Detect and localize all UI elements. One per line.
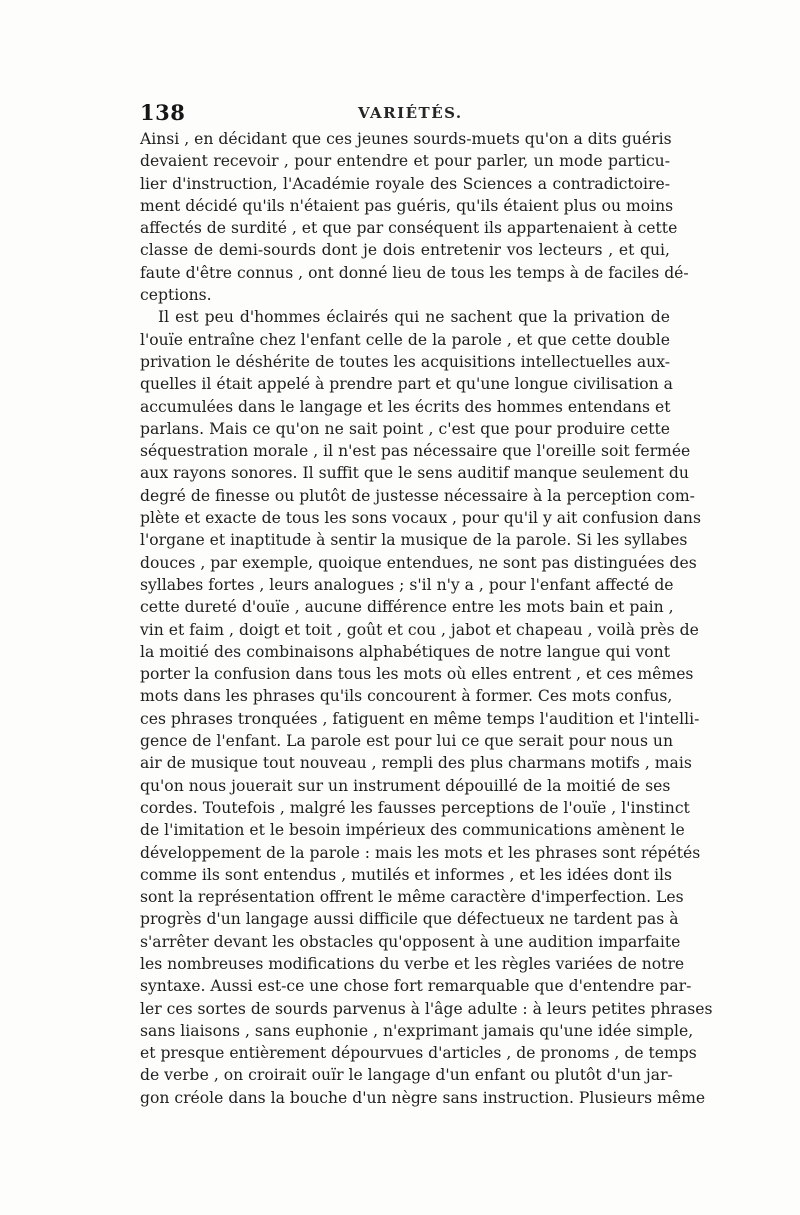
text-line: sont la représentation offrent le même caractère d'imperfection. Les (140, 888, 684, 907)
text-line: ces phrases tronquées , fatiguent en même temps l'audition et l'intelli- (140, 709, 700, 728)
text-line: gon créole dans la bouche d'un nègre sans instruction. Plusieurs même (140, 1088, 706, 1107)
text-line: les nombreuses modifications du verbe et les règles variées de notre (140, 954, 685, 973)
text-line: plète et exacte de tous les sons vocaux , pour qu'il y ait confusion dans (140, 509, 701, 528)
body-text (140, 128, 713, 1109)
paragraph-start-line: Il est peu d'hommes éclairés qui ne sachent que la privation de (158, 308, 670, 327)
text-line: syllabes fortes , leurs analogues ; s'il n'y a , pour l'enfant affecté de (140, 575, 674, 594)
text-line: syntaxe. Aussi est-ce une chose fort remarquable que d'entendre par- (140, 977, 692, 996)
text-line: développement de la parole : mais les mots et les phrases sont répétés (140, 843, 701, 862)
text-line: Ainsi , en décidant que ces jeunes sourds-muets qu'on a dits guéris (140, 130, 672, 148)
text-line: lier d'instruction, l'Académie royale des Sciences a contradictoire- (140, 174, 670, 193)
text-line: ceptions. (140, 286, 212, 305)
text-line: ler ces sortes de sourds parvenus à l'âge adulte : à leurs petites phrases (140, 999, 713, 1018)
text-line: la moitié des combinaisons alphabétiques de notre langue qui vont (140, 642, 670, 661)
text-line: accumulées dans le langage et les écrits des hommes entendans et (140, 397, 671, 416)
text-line: séquestration morale , il n'est pas nécessaire que l'oreille soit fermée (140, 442, 691, 461)
text-line: s'arrêter devant les obstacles qu'opposent à une audition imparfaite (140, 932, 681, 951)
text-line: porter la confusion dans tous les mots où elles entrent , et ces mêmes (140, 665, 694, 684)
text-line: ment décidé qu'ils n'étaient pas guéris, qu'ils étaient plus ou moins (140, 196, 674, 215)
text-line: vin et faim , doigt et toit , goût et cou , jabot et chapeau , voilà près de (140, 620, 699, 639)
text-line: l'organe et inaptitude à sentir la musique de la parole. Si les syllabes (140, 531, 688, 550)
text-line: devaient recevoir , pour entendre et pour parler, un mode particu- (140, 152, 670, 171)
text-line: air de musique tout nouveau , rempli des plus charmans motifs , mais (140, 754, 692, 773)
text-line: mots dans les phrases qu'ils concourent à former. Ces mots confus, (140, 687, 673, 706)
text-line: aux rayons sonores. Il suffit que le sens auditif manque seulement du (140, 464, 689, 483)
text-line: faute d'être connus , ont donné lieu de tous les temps à de faciles dé- (140, 263, 689, 282)
text-line: parlans. Mais ce qu'on ne sait point , c'est que pour produire cette (140, 419, 670, 438)
text-line: affectés de surdité , et que par conséquent ils appartenaient à cette (140, 219, 678, 238)
text-line: l'ouïe entraîne chez l'enfant celle de la parole , et que cette double (140, 330, 670, 349)
page-number: 138 (140, 100, 186, 125)
text-line: cordes. Toutefois , malgré les fausses perceptions de l'ouïe , l'instinct (140, 798, 690, 817)
text-line: sans liaisons , sans euphonie , n'exprimant jamais qu'une idée simple, (140, 1021, 694, 1040)
text-line: douces , par exemple, quoique entendues, ne sont pas distinguées des (140, 553, 697, 572)
text-line: gence de l'enfant. La parole est pour lui ce que serait pour nous un (140, 732, 673, 751)
text-line: cette dureté d'ouïe , aucune différence entre les mots bain et pain , (140, 598, 674, 617)
text-line: progrès d'un langage aussi difficile que défectueux ne tardent pas à (140, 910, 679, 929)
page-header (140, 100, 670, 130)
text-line: qu'on nous jouerait sur un instrument dépouillé de la moitié de ses (140, 776, 671, 795)
text-line: classe de demi-sourds dont je dois entretenir vos lecteurs , et qui, (140, 241, 670, 260)
text-line: degré de finesse ou plutôt de justesse nécessaire à la perception com- (140, 486, 695, 505)
text-line: et presque entièrement dépourvues d'articles , de pronoms , de temps (140, 1044, 697, 1063)
running-head: VARIÉTÉS. (358, 104, 463, 122)
text-line: privation le déshérite de toutes les acquisitions intellectuelles aux- (140, 352, 670, 371)
text-line: comme ils sont entendus , mutilés et informes , et les idées dont ils (140, 865, 673, 884)
text-line: de verbe , on croirait ouïr le langage d'un enfant ou plutôt d'un jar- (140, 1066, 673, 1085)
text-line: de l'imitation et le besoin impérieux des communications amènent le (140, 821, 685, 840)
text-line: quelles il était appelé à prendre part et qu'une longue civilisation a (140, 375, 673, 394)
